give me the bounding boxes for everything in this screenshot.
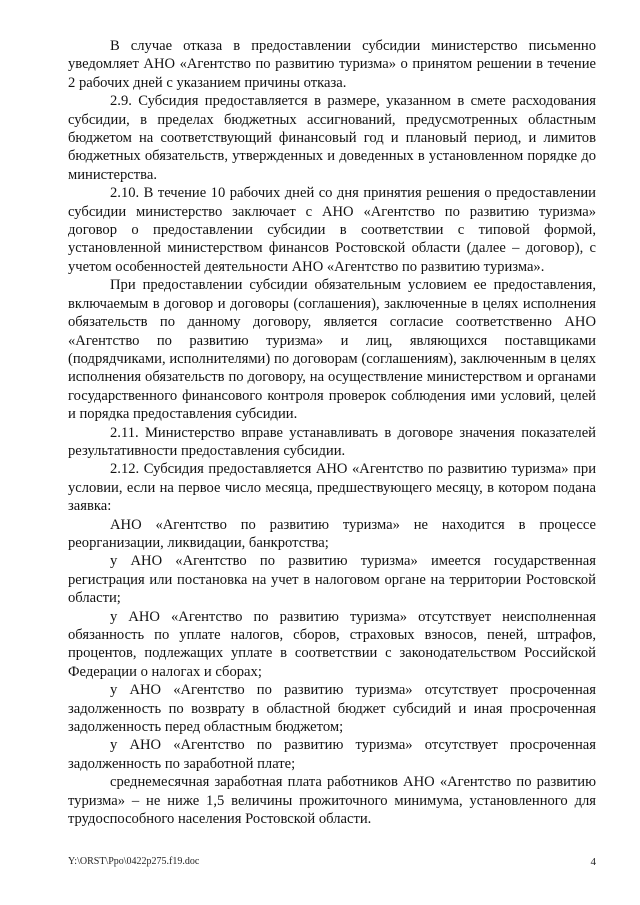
paragraph-2-9: 2.9. Субсидия предоставляется в размере, указанном в смете расходования субсидии, в пределах бюджетных ассигнований, предусмотренных областным бюджетом на соответствующий финансовый год и плановый период, и лимитов бюджетных обязательств, утвержденных и доведенных в установленном порядке до министерства. — [68, 93, 596, 183]
document-body — [68, 37, 596, 828]
condition-average-salary: среднемесячная заработная плата работников АНО «Агентство по развитию туризма» – не ниже 1,5 величины прожиточного минимума, установленного для трудоспособного населения Ростовской области. — [68, 774, 596, 828]
condition-no-reorganization: АНО «Агентство по развитию туризма» не находится в процессе реорганизации, ликвидации, банкротства; — [68, 516, 596, 551]
condition-registration: у АНО «Агентство по развитию туризма» имеется государственная регистрация или постановка на учет в налоговом органе на территории Ростовской области; — [68, 553, 596, 607]
file-path: Y:\ORST\Ppo\0422p275.f19.doc — [68, 856, 200, 867]
paragraph-2-12: 2.12. Субсидия предоставляется АНО «Агентство по развитию туризма» при условии, если на первое число месяца, предшествующего месяцу, в котором подана заявка: — [68, 461, 596, 515]
condition-no-salary-debt: у АНО «Агентство по развитию туризма» отсутствует просроченная задолженность по заработной плате; — [68, 737, 596, 772]
condition-no-tax-debt: у АНО «Агентство по развитию туризма» отсутствует неисполненная обязанность по уплате налогов, сборов, страховых взносов, пеней, штрафов, процентов, подлежащих уплате в соответствии с законодательством Российской Федерации о налогах и сборах; — [68, 608, 596, 680]
condition-no-budget-debt: у АНО «Агентство по развитию туризма» отсутствует просроченная задолженность по возврату в областной бюджет субсидий и иная просроченная задолженность перед областным бюджетом; — [68, 682, 596, 736]
paragraph-mandatory-condition: При предоставлении субсидии обязательным условием ее предоставления, включаемым в договор и договоры (соглашения), заключенные в целях исполнения обязательств по данному договору, является согласие соответственно АНО «Агентство по развитию туризма» и лиц, являющихся поставщиками (подрядчиками, исполнителями) по договорам (соглашениям), заключенным в целях исполнения обязательств по договору, на осуществление министерством и органами государственного финансового контроля проверок соблюдения ими условий, целей и порядка предоставления субсидии. — [68, 277, 596, 423]
paragraph-2-11: 2.11. Министерство вправе устанавливать в договоре значения показателей результативности предоставления субсидии. — [68, 424, 596, 459]
paragraph-refusal-notice: В случае отказа в предоставлении субсидии министерство письменно уведомляет АНО «Агентство по развитию туризма» о принятом решении в течение 2 рабочих дней с указанием причины отказа. — [68, 38, 596, 91]
page-number: 4 — [590, 856, 596, 868]
paragraph-2-10: 2.10. В течение 10 рабочих дней со дня принятия решения о предоставлении субсидии министерство заключает с АНО «Агентство по развитию туризма» договор о предоставлении субсидии в соответствии с типовой формой, установленной министерством финансов Ростовской области (далее – договор), с учетом особенностей деятельности АНО «Агентство по развитию туризма». — [68, 185, 596, 275]
